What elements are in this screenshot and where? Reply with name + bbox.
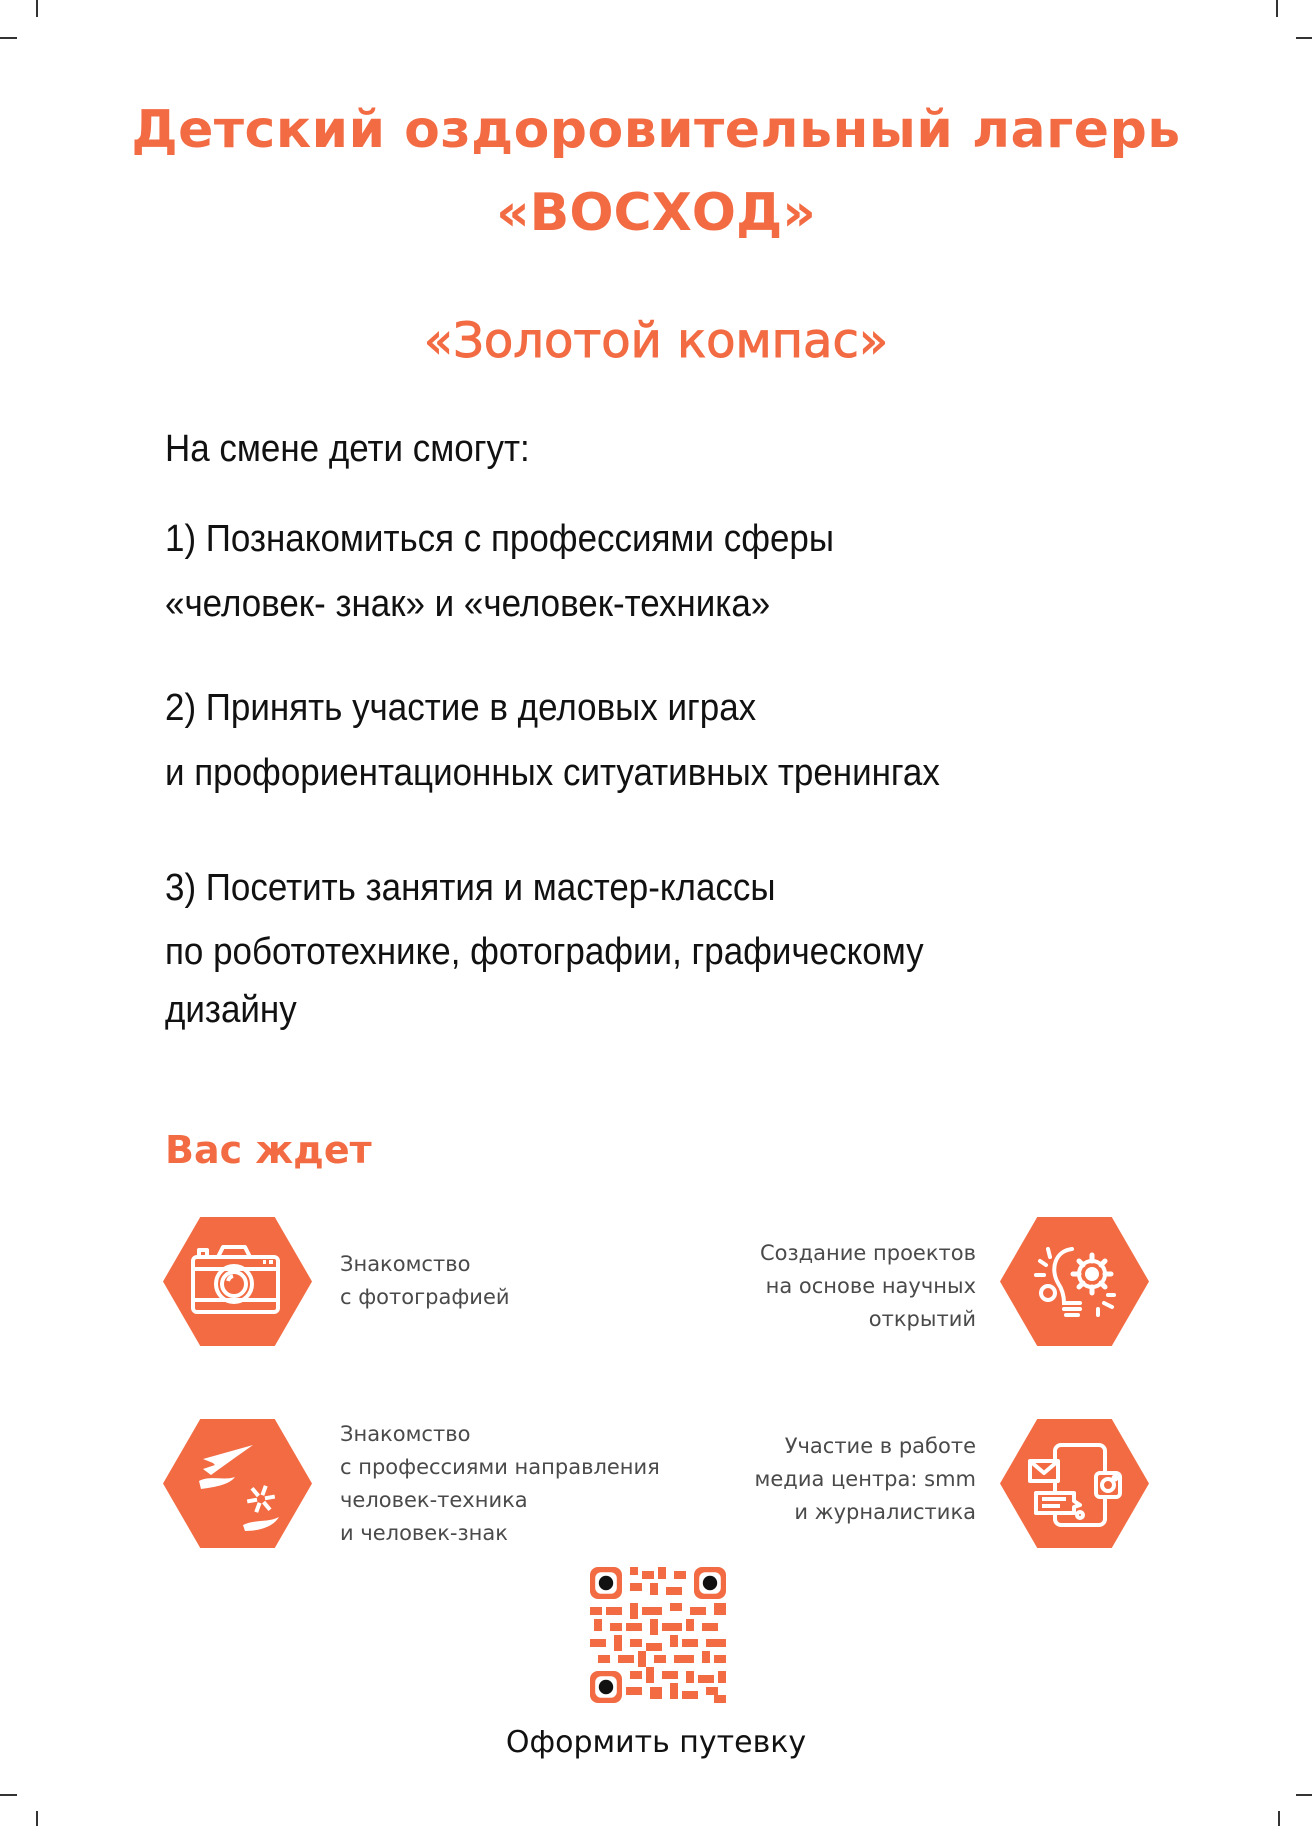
intro-item-2-line-2: и профориентационных ситуативных тренингах [165, 752, 940, 794]
qr-code-icon[interactable] [590, 1567, 726, 1703]
qr-caption: Оформить путевку [505, 1725, 807, 1760]
intro-item-1-line-2: «человек- знак» и «человек-техника» [165, 583, 771, 625]
camp-title: Детский оздоровительный лагерь [131, 100, 1181, 160]
feature-projects-badge [1000, 1217, 1149, 1346]
paper-plane-hands-icon [163, 1419, 312, 1548]
feature-media-badge [1000, 1419, 1149, 1548]
crop-mark [36, 0, 38, 17]
crop-mark [0, 1794, 17, 1796]
intro-lead: На смене дети смогут: [165, 428, 530, 470]
feature-professions-label: Знакомство с профессиями направления человек-техника и человек-знак [340, 1422, 660, 1545]
intro-item-3-line-1: 3) Посетить занятия и мастер-классы [165, 867, 776, 909]
features-title: Вас ждет [165, 1128, 372, 1172]
crop-mark [36, 1811, 38, 1826]
crop-mark [0, 37, 17, 39]
intro-item-3-line-2: по робототехнике, фотографии, графическому [165, 931, 924, 973]
feature-photo-label: Знакомство с фотографией [340, 1252, 510, 1309]
crop-mark [1296, 37, 1312, 39]
intro-item-1-line-1: 1) Познакомиться с профессиями сферы [165, 518, 834, 560]
feature-professions-badge [163, 1419, 312, 1548]
intro-item-3-line-3: дизайну [165, 989, 297, 1031]
feature-projects-label: Создание проектов на основе научных открытий [759, 1241, 976, 1331]
feature-media-label: Участие в работе медиа центра: smm и журналистика [754, 1434, 976, 1524]
crop-mark [1278, 1811, 1280, 1826]
lightbulb-gears-icon [1000, 1217, 1149, 1346]
intro-item-2-line-1: 2) Принять участие в деловых играх [165, 687, 757, 729]
feature-photo-badge [163, 1217, 312, 1346]
smartphone-media-icon [1000, 1419, 1149, 1548]
crop-mark [1296, 1794, 1312, 1796]
camp-name: «ВОСХОД» [496, 183, 816, 243]
camera-icon [163, 1217, 312, 1346]
crop-mark [1276, 0, 1278, 17]
program-name: «Золотой компас» [423, 313, 889, 369]
